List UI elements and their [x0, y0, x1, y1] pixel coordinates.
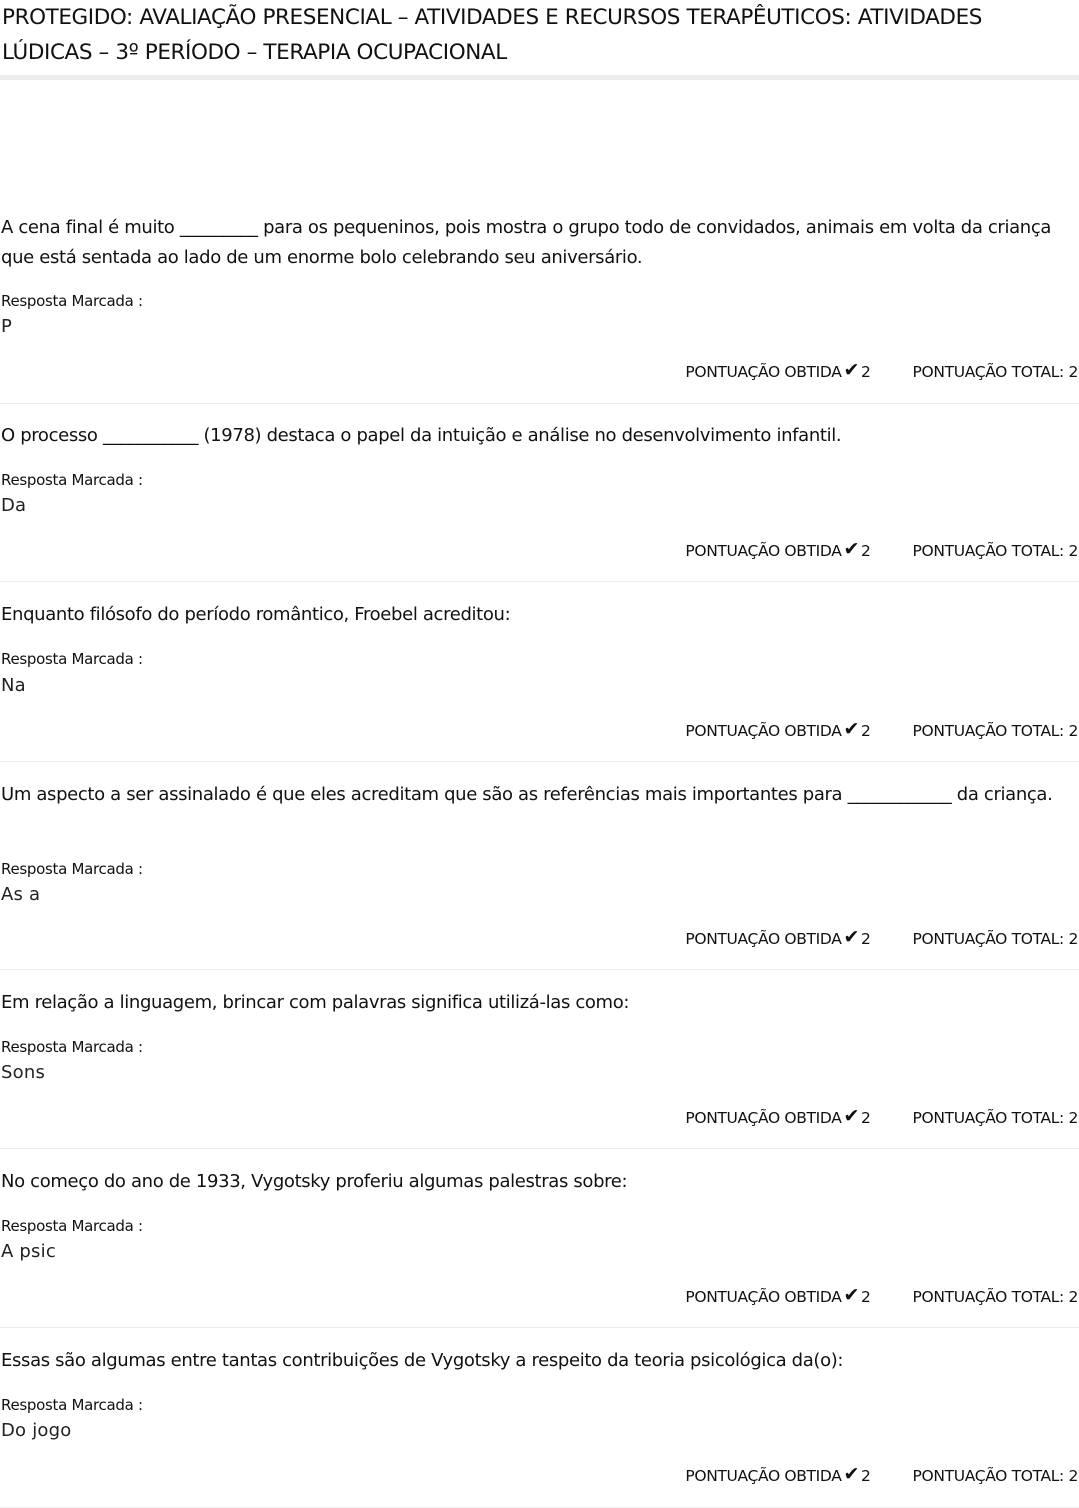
question-item [0, 970, 1079, 1149]
score-row [685, 1107, 1078, 1129]
score-total: PONTUAÇÃO TOTAL: 2 [912, 930, 1078, 948]
question-text: Um aspecto a ser assinalado é que eles acreditam que são as referências mais importantes para ____________ da criança. [1, 784, 1053, 805]
score-total: PONTUAÇÃO TOTAL: 2 [912, 542, 1078, 560]
check-icon: ✔ [843, 718, 860, 740]
score-obtained [685, 361, 870, 383]
score-obtained-label: PONTUAÇÃO OBTIDA [685, 722, 842, 740]
check-icon: ✔ [843, 538, 860, 560]
question-item [0, 762, 1079, 970]
score-obtained [685, 1286, 870, 1308]
answer-label: Resposta Marcada : [1, 292, 143, 310]
answer-value: Do jogo [1, 1420, 72, 1441]
page-header [0, 0, 1079, 80]
score-obtained-label: PONTUAÇÃO OBTIDA [685, 1109, 842, 1127]
question-text: O processo ___________ (1978) destaca o papel da intuição e análise no desenvolvimento infantil. [1, 425, 842, 446]
question-item [0, 1328, 1079, 1508]
question-text: Essas são algumas entre tantas contribuições de Vygotsky a respeito da teoria psicológica da(o): [1, 1350, 844, 1371]
check-icon: ✔ [843, 1463, 860, 1485]
score-obtained [685, 720, 870, 742]
check-icon: ✔ [843, 1105, 860, 1127]
score-obtained-label: PONTUAÇÃO OBTIDA [685, 1467, 842, 1485]
page-title: PROTEGIDO: AVALIAÇÃO PRESENCIAL – ATIVIDADES E RECURSOS TERAPÊUTICOS: ATIVIDADES LÚDICAS – 3º PERÍODO – TERAPIA OCUPACIONAL [2, 5, 983, 65]
score-total: PONTUAÇÃO TOTAL: 2 [912, 1288, 1078, 1306]
answer-label: Resposta Marcada : [1, 1217, 143, 1235]
check-icon: ✔ [843, 359, 860, 381]
answer-value: Na [1, 675, 26, 696]
score-obtained-label: PONTUAÇÃO OBTIDA [685, 542, 842, 560]
score-obtained [685, 928, 870, 950]
score-row [685, 928, 1078, 950]
question-item [0, 404, 1079, 582]
check-icon: ✔ [843, 1284, 860, 1306]
score-row [685, 1465, 1078, 1487]
answer-value: Da [1, 495, 27, 516]
score-obtained-value: 2 [861, 1288, 871, 1306]
score-total: PONTUAÇÃO TOTAL: 2 [912, 722, 1078, 740]
score-total: PONTUAÇÃO TOTAL: 2 [912, 363, 1078, 381]
score-obtained-label: PONTUAÇÃO OBTIDA [685, 1288, 842, 1306]
score-obtained-value: 2 [861, 1109, 871, 1127]
score-obtained-label: PONTUAÇÃO OBTIDA [685, 363, 842, 381]
question-text: Enquanto filósofo do período romântico, Froebel acreditou: [1, 604, 511, 625]
question-text: A cena final é muito _________ para os pequeninos, pois mostra o grupo todo de convidados, animais em volta da criança que está sentada ao lado de um enorme bolo celebrando seu aniversário. [1, 217, 1052, 268]
score-total: PONTUAÇÃO TOTAL: 2 [912, 1109, 1078, 1127]
score-obtained [685, 540, 870, 562]
score-obtained-label: PONTUAÇÃO OBTIDA [685, 930, 842, 948]
question-item [0, 1149, 1079, 1328]
answer-label: Resposta Marcada : [1, 471, 143, 489]
score-obtained-value: 2 [861, 722, 871, 740]
answer-value: A psic [1, 1241, 56, 1262]
answer-label: Resposta Marcada : [1, 1038, 143, 1056]
check-icon: ✔ [843, 926, 860, 948]
score-obtained [685, 1465, 870, 1487]
score-obtained-value: 2 [861, 542, 871, 560]
answer-value: As a [1, 884, 41, 905]
answer-value: Sons [1, 1062, 46, 1083]
score-total: PONTUAÇÃO TOTAL: 2 [912, 1467, 1078, 1485]
answer-label: Resposta Marcada : [1, 1396, 143, 1414]
score-row [685, 361, 1078, 383]
question-text: No começo do ano de 1933, Vygotsky proferiu algumas palestras sobre: [1, 1171, 628, 1192]
question-item [0, 582, 1079, 762]
score-row [685, 720, 1078, 742]
question-text: Em relação a linguagem, brincar com palavras significa utilizá-las como: [1, 992, 630, 1013]
score-obtained-value: 2 [861, 930, 871, 948]
answer-label: Resposta Marcada : [1, 860, 143, 878]
answer-label: Resposta Marcada : [1, 650, 143, 668]
score-obtained [685, 1107, 870, 1129]
score-obtained-value: 2 [861, 363, 871, 381]
score-row [685, 1286, 1078, 1308]
score-row [685, 540, 1078, 562]
answer-value: P [1, 316, 13, 337]
question-item [0, 193, 1079, 404]
score-obtained-value: 2 [861, 1467, 871, 1485]
